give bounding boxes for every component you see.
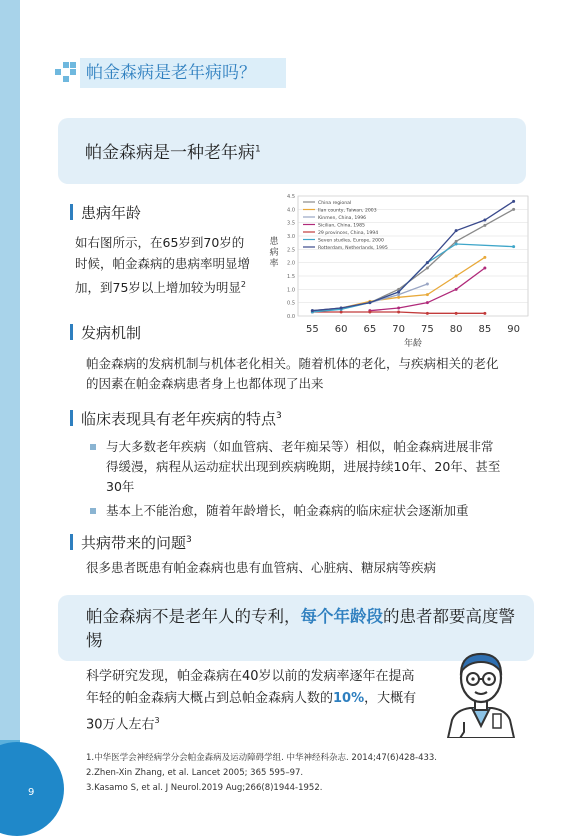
y-tick-label: 3.5 <box>287 220 295 227</box>
highlight-text: 帕金森病不是老年人的专利，每个年龄段的患者都要高度警惕 <box>86 607 515 650</box>
data-point <box>426 283 429 286</box>
data-point <box>426 261 429 264</box>
data-point <box>340 307 343 310</box>
y-tick-label: 1.0 <box>287 287 295 294</box>
references <box>86 751 437 796</box>
y-tick-label: 4.0 <box>287 207 295 214</box>
reference-item: 1.中华医学会神经病学分会帕金森病及运动障碍学组. 中华神经科杂志. 2014;47(6)428-433. <box>86 753 437 763</box>
y-axis-label: 病 <box>269 248 279 258</box>
data-point <box>455 243 458 246</box>
data-point <box>483 267 486 270</box>
reference-item: 2.Zhen-Xin Zhang, et al. Lancet 2005; 365 595–97. <box>86 768 304 778</box>
y-tick-label: 2.5 <box>287 247 295 254</box>
mechanism-heading: 发病机制 <box>70 322 141 343</box>
prevalence-line-chart <box>258 188 538 348</box>
headline-text: 帕金森病是一种老年病$^1$ <box>85 143 261 163</box>
data-point <box>426 301 429 304</box>
y-tick-label: 2.0 <box>287 260 295 267</box>
page-number: 9 <box>28 787 35 798</box>
x-tick-label: 90 <box>507 324 520 335</box>
comorbid-heading: 共病带来的问题$^3$ <box>70 532 192 553</box>
legend-entry: 29 provinces, China, 1994 <box>318 231 379 236</box>
y-axis-label: 率 <box>269 259 279 269</box>
data-point <box>483 224 486 227</box>
bullet-icon <box>90 444 96 450</box>
clinical-bullet-1: 与大多数老年疾病（如血管病、老年痴呆等）相似，帕金森病进展非常 得缓漫，病程从运动症状出现到疾病晚期，进展持续10年、20年、甚至 30年 <box>106 439 501 494</box>
y-tick-label: 0.0 <box>287 314 295 320</box>
research-text: 科学研究发现，帕金森病在40岁以前的发病率逐年在提高 年轻的帕金森病大概占到总帕金森病人数的10%，大概有 30万人左右$^3$ <box>86 669 417 733</box>
data-point <box>512 208 515 211</box>
data-point <box>311 309 314 312</box>
section-title: 帕金森病是老年病吗？ <box>80 58 286 88</box>
clinical-bullet-2: 基本上不能治愈，随着年龄增长，帕金森病的临床症状会逐渐加重 <box>106 503 469 518</box>
data-point <box>368 301 371 304</box>
x-tick-label: 75 <box>421 324 434 335</box>
left-stripe <box>0 0 20 820</box>
legend-entry: Ilan county, Taiwan, 2003 <box>318 208 377 214</box>
data-point <box>426 293 429 296</box>
y-axis-label: 患 <box>269 237 279 247</box>
data-point <box>455 312 458 315</box>
x-axis-label: 年龄 <box>403 339 423 348</box>
data-point <box>483 312 486 315</box>
data-point <box>397 291 400 294</box>
data-point <box>397 311 400 314</box>
x-tick-label: 85 <box>478 324 492 335</box>
data-point <box>512 245 515 248</box>
data-point <box>397 293 400 296</box>
data-point <box>455 275 458 278</box>
data-point <box>455 288 458 291</box>
x-tick-label: 70 <box>392 324 405 335</box>
x-tick-label: 80 <box>449 324 463 335</box>
clinical-heading: 临床表现具有老年疾病的特点$^3$ <box>70 408 282 429</box>
data-point <box>426 267 429 270</box>
legend-entry: Seven studies, Europe, 2000 <box>318 238 384 244</box>
legend-entry: Kinmen, China, 1996 <box>318 216 367 221</box>
x-tick-label: 55 <box>306 324 319 335</box>
x-tick-label: 65 <box>363 324 377 335</box>
section-decoration-icon <box>55 62 77 82</box>
data-point <box>483 256 486 259</box>
y-tick-label: 4.5 <box>287 194 295 200</box>
legend-entry: Sicilian, China, 1985 <box>318 223 365 229</box>
y-tick-label: 1.5 <box>287 274 295 280</box>
y-tick-label: 0.5 <box>287 300 295 307</box>
data-point <box>483 219 486 222</box>
data-point <box>368 311 371 314</box>
data-point <box>455 229 458 232</box>
y-tick-label: 3.0 <box>287 234 295 240</box>
legend-entry: Rotterdam, Netherlands, 1995 <box>318 246 388 251</box>
comorbid-text: 很多患者既患有帕金森病也患有血管病、心脏病、糖尿病等疾病 <box>86 560 437 575</box>
doctor-illustration <box>436 648 526 738</box>
data-point <box>397 296 400 299</box>
legend-entry: China regional <box>318 201 352 206</box>
data-point <box>397 307 400 310</box>
x-tick-label: 60 <box>334 324 348 335</box>
data-point <box>340 311 343 314</box>
data-point <box>426 312 429 315</box>
headline-box <box>58 118 526 184</box>
age-heading: 患病年龄 <box>70 202 141 223</box>
bullet-icon <box>90 508 96 514</box>
age-text: 如右图所示，在65岁到70岁的 时候，帕金森病的患病率明显增 加，到75岁以上增加较为明显$^2$ <box>75 235 251 296</box>
data-point <box>455 240 458 243</box>
mechanism-text: 帕金森病的发病机制与机体老化相关。随着机体的老化，与疾病相关的老化 的因素在帕金森病患者身上也都体现了出来 <box>86 356 499 391</box>
reference-item: 3.Kasamo S, et al. J Neurol.2019 Aug;266(8)1944-1952. <box>86 783 323 793</box>
data-point <box>512 200 515 203</box>
